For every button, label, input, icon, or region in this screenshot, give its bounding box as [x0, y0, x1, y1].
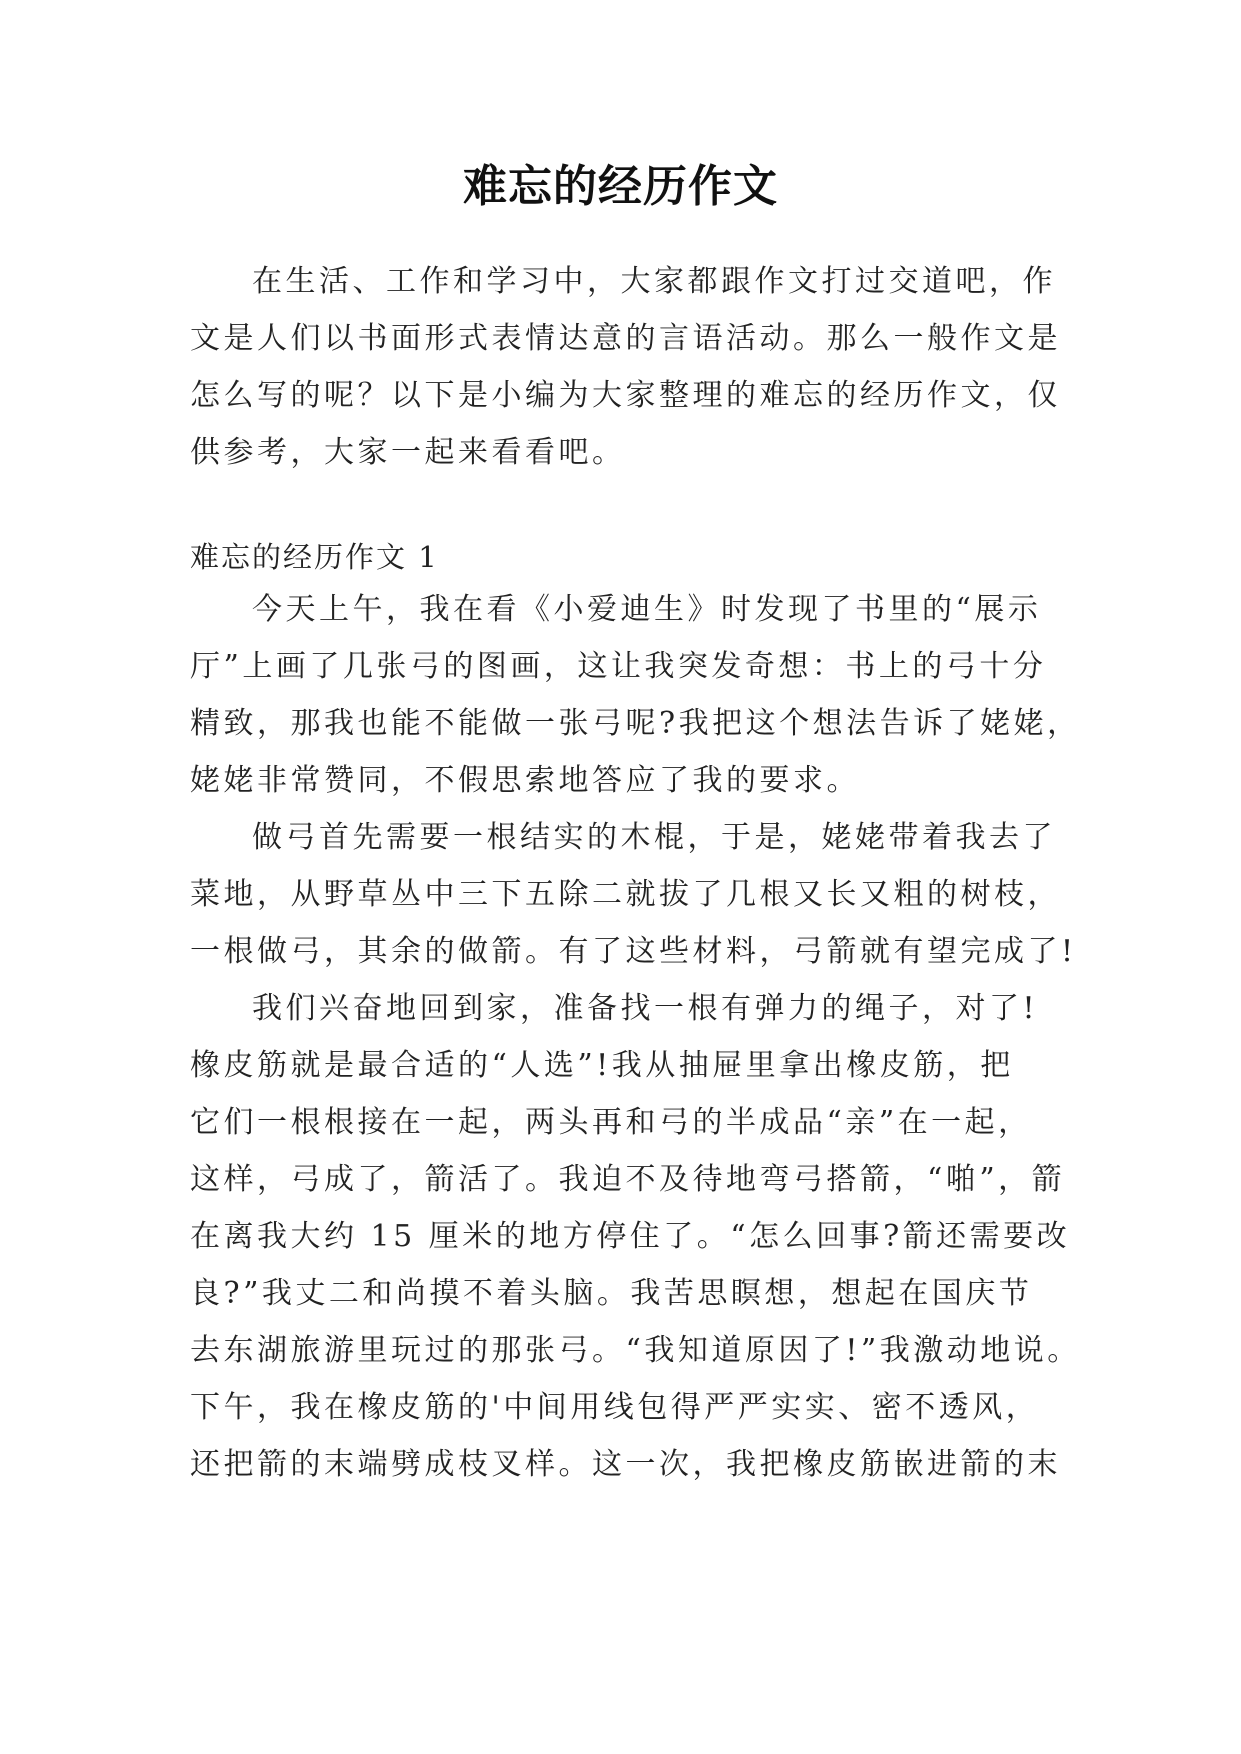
intro-line: 供参考，大家一起来看看吧。: [190, 435, 626, 470]
intro-line: 怎么写的呢？以下是小编为大家整理的难忘的经历作文，仅: [190, 378, 1061, 413]
paragraph-line: 还把箭的末端劈成枝叉样。这一次，我把橡皮筋嵌进箭的末: [190, 1447, 1061, 1482]
paragraph-line: 在离我大约 15 厘米的地方停住了。“怎么回事?箭还需要改: [190, 1219, 1071, 1254]
section-heading: 难忘的经历作文 1: [190, 540, 439, 574]
paragraph-line: 下午，我在橡皮筋的'中间用线包得严严实实、密不透风，: [190, 1390, 1040, 1425]
paragraph-line: 精致，那我也能不能做一张弓呢?我把这个想法告诉了姥姥，: [190, 706, 1081, 741]
paragraph-line: 这样，弓成了，箭活了。我迫不及待地弯弓搭箭，“啪”，箭: [190, 1162, 1066, 1197]
paragraph-line: 橡皮筋就是最合适的“人选”!我从抽屉里拿出橡皮筋，把: [190, 1048, 1014, 1083]
paragraph-line: 今天上午，我在看《小爱迪生》时发现了书里的“展示: [252, 592, 1042, 627]
intro-line: 在生活、工作和学习中，大家都跟作文打过交道吧，作: [252, 264, 1056, 299]
document-title: 难忘的经历作文: [463, 161, 778, 212]
paragraph-line: 厅”上画了几张弓的图画，这让我突发奇想：书上的弓十分: [190, 649, 1047, 684]
paragraph-line: 姥姥非常赞同，不假思索地答应了我的要求。: [190, 763, 860, 798]
paragraph-line: 我们兴奋地回到家，准备找一根有弹力的绳子，对了!: [252, 991, 1039, 1026]
paragraph-line: 良?”我丈二和尚摸不着头脑。我苦思瞑想，想起在国庆节: [190, 1276, 1033, 1311]
paragraph-line: 它们一根根接在一起，两头再和弓的半成品“亲”在一起，: [190, 1105, 1032, 1140]
intro-line: 文是人们以书面形式表情达意的言语活动。那么一般作文是: [190, 321, 1061, 356]
paragraph-line: 菜地，从野草丛中三下五除二就拔了几根又长又粗的树枝，: [190, 877, 1061, 912]
paragraph-line: 一根做弓，其余的做箭。有了这些材料，弓箭就有望完成了!: [190, 934, 1077, 969]
paragraph-line: 去东湖旅游里玩过的那张弓。“我知道原因了!”我激动地说。: [190, 1333, 1081, 1368]
paragraph-line: 做弓首先需要一根结实的木棍，于是，姥姥带着我去了: [252, 820, 1056, 855]
